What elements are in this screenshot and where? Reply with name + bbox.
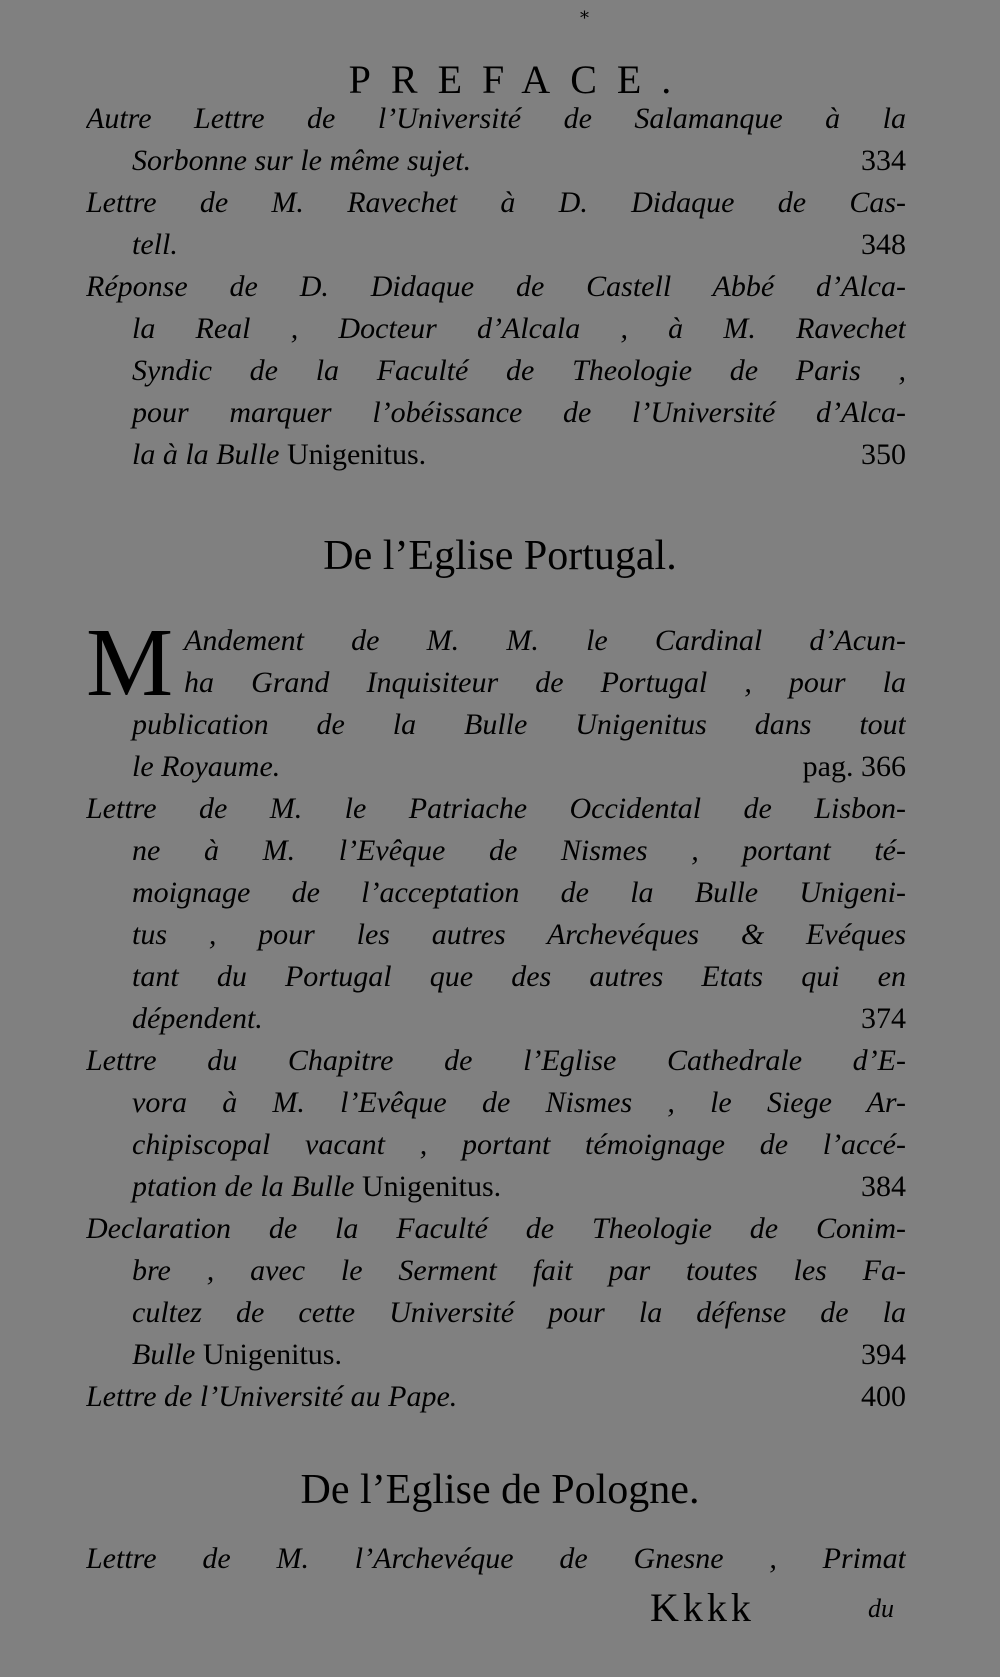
entry-line: chipiscopal vacant , portant témoignage de l’accé-	[132, 1128, 906, 1161]
entry-line: vora à M. l’Evêque de Nismes , le Siege Ar-	[132, 1086, 906, 1119]
catchword: du	[868, 1594, 894, 1623]
bull-title: Unigenitus.	[286, 438, 427, 471]
entry-last-line	[86, 1166, 906, 1208]
page-number: 348	[861, 228, 906, 261]
entry-line: ne à M. l’Evêque de Nismes , portant té-	[132, 834, 906, 867]
entry-line: la à la Bulle	[132, 438, 280, 471]
entry-line: Syndic de la Faculté de Theologie de Paris ,	[132, 354, 906, 387]
bull-title: Unigenitus.	[361, 1170, 502, 1203]
signature-mark: Kkkk	[650, 1585, 755, 1630]
entry-line: moignage de l’acceptation de la Bulle Unigeni-	[132, 876, 906, 909]
entry-line: dépendent.	[132, 1002, 263, 1035]
entry-line: tus , pour les autres Archevéques & Evéques	[132, 918, 906, 951]
toc-section-pologne	[86, 1538, 906, 1580]
entry-last-line	[86, 140, 906, 182]
page-number: 350	[861, 438, 906, 471]
entry-line: Lettre du Chapitre de l’Eglise Cathedrale d’E-	[86, 1044, 906, 1077]
entry-line: Lettre de M. le Patriache Occidental de Lisbon-	[86, 792, 906, 825]
page-number: 384	[861, 1170, 906, 1203]
entry-last-line	[86, 998, 906, 1040]
drop-cap: M	[86, 609, 174, 717]
entry-line-group	[132, 434, 426, 476]
entry-line-group	[132, 1166, 501, 1208]
entry-line: Lettre de l’Université au Pape.	[86, 1380, 458, 1413]
section-title-pologne: De l’Eglise de Pologne.	[300, 1467, 700, 1513]
entry-last-line	[86, 434, 906, 476]
entry-line: tell.	[132, 228, 178, 261]
page-number: 374	[861, 1002, 906, 1035]
entry-line: ha Grand Inquisiteur de Portugal , pour la	[184, 666, 906, 699]
entry-line: la Real , Docteur d’Alcala , à M. Ravechet	[132, 312, 906, 345]
entry-line: Autre Lettre de l’Université de Salamanque à la	[86, 102, 906, 135]
entry-line: Declaration de la Faculté de Theologie de Conim-	[86, 1212, 906, 1245]
entry-line: bre , avec le Serment fait par toutes les Fa-	[132, 1254, 906, 1287]
entry-line: Bulle	[132, 1338, 196, 1371]
toc-entry	[86, 98, 906, 182]
page-number: pag. 366	[802, 750, 906, 783]
section-title-portugal: De l’Eglise Portugal.	[323, 533, 677, 579]
entry-line: Lettre de M. Ravechet à D. Didaque de Cas-	[86, 186, 906, 219]
entry-line: le Royaume.	[132, 750, 281, 783]
toc-section-spain	[86, 98, 906, 476]
page-number: 394	[861, 1338, 906, 1371]
bull-title: Unigenitus.	[202, 1338, 342, 1371]
entry-last-line	[86, 224, 906, 266]
toc-entry	[86, 1376, 906, 1418]
toc-entry	[86, 182, 906, 266]
entry-line: Lettre de M. l’Archevéque de Gnesne , Primat	[86, 1542, 906, 1575]
entry-last-line	[86, 1376, 906, 1418]
entry-line: publication de la Bulle Unigenitus dans tout	[132, 708, 906, 741]
entry-last-line	[86, 746, 906, 788]
entry-last-line	[86, 1334, 906, 1376]
toc-entry	[86, 266, 906, 476]
entry-line-group	[132, 1334, 342, 1376]
toc-entry	[86, 609, 906, 788]
entry-line: Sorbonne sur le même sujet.	[132, 144, 472, 177]
entry-line: Andement de M. M. le Cardinal d’Acun-	[184, 624, 906, 657]
page-number: 334	[861, 144, 906, 177]
entry-line: cultez de cette Université pour la défense de la	[132, 1296, 906, 1329]
toc-entry	[86, 1208, 906, 1376]
toc-section-portugal	[86, 609, 906, 1418]
entry-line: ptation de la Bulle	[132, 1170, 355, 1203]
top-mark: *	[580, 8, 589, 29]
toc-entry	[86, 788, 906, 1040]
running-header: PREFACE.	[348, 57, 692, 102]
page-number: 400	[861, 1380, 906, 1413]
entry-line: tant du Portugal que des autres Etats qui en	[132, 960, 906, 993]
entry-line: Réponse de D. Didaque de Castell Abbé d’Alca-	[86, 270, 906, 303]
toc-entry	[86, 1040, 906, 1208]
entry-line: pour marquer l’obéissance de l’Université d’Alca-	[132, 396, 906, 429]
